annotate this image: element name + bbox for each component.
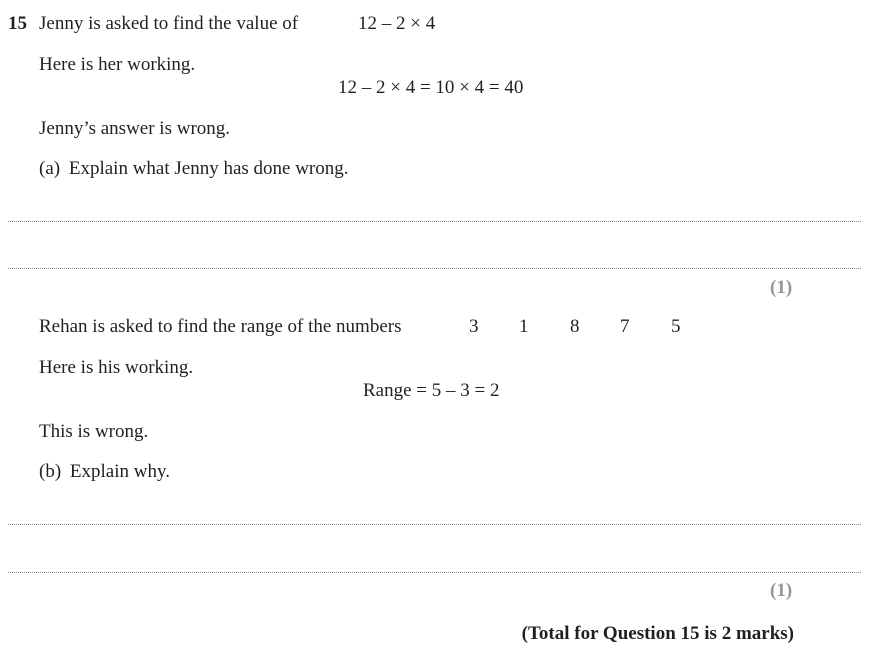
answer-line-b1[interactable]	[8, 524, 861, 525]
question-number: 15	[8, 13, 27, 34]
part-a-expression: 12 – 2 × 4	[358, 13, 436, 34]
answer-line-b2[interactable]	[8, 572, 861, 573]
question-total: (Total for Question 15 is 2 marks)	[521, 623, 794, 644]
part-b-prompt: Explain why.	[69, 461, 170, 482]
range-number: 7	[620, 316, 630, 337]
answer-line-a2[interactable]	[8, 268, 861, 269]
range-number: 3	[469, 316, 479, 337]
part-b-intro: Rehan is asked to find the range of the numbers	[39, 316, 402, 337]
part-a-working: 12 – 2 × 4 = 10 × 4 = 40	[338, 77, 524, 98]
range-number: 5	[671, 316, 681, 337]
part-a-marks: (1)	[770, 277, 793, 298]
range-number: 8	[570, 316, 580, 337]
part-b-working: Range = 5 – 3 = 2	[363, 380, 500, 401]
part-a-question	[39, 158, 349, 181]
range-number: 1	[519, 316, 529, 337]
part-a-intro: Jenny is asked to find the value of	[39, 13, 299, 34]
part-b-marks: (1)	[770, 580, 793, 601]
part-a-prompt: Explain what Jenny has done wrong.	[68, 158, 349, 179]
part-a-working-intro: Here is her working.	[39, 54, 196, 75]
part-b-label: (b)	[39, 461, 62, 482]
part-b-question	[39, 461, 170, 484]
part-a-label: (a)	[39, 158, 61, 179]
part-b-working-intro: Here is his working.	[39, 357, 194, 378]
part-b-statement: This is wrong.	[39, 421, 149, 442]
part-a-statement: Jenny’s answer is wrong.	[39, 118, 231, 139]
answer-line-a1[interactable]	[8, 221, 861, 222]
